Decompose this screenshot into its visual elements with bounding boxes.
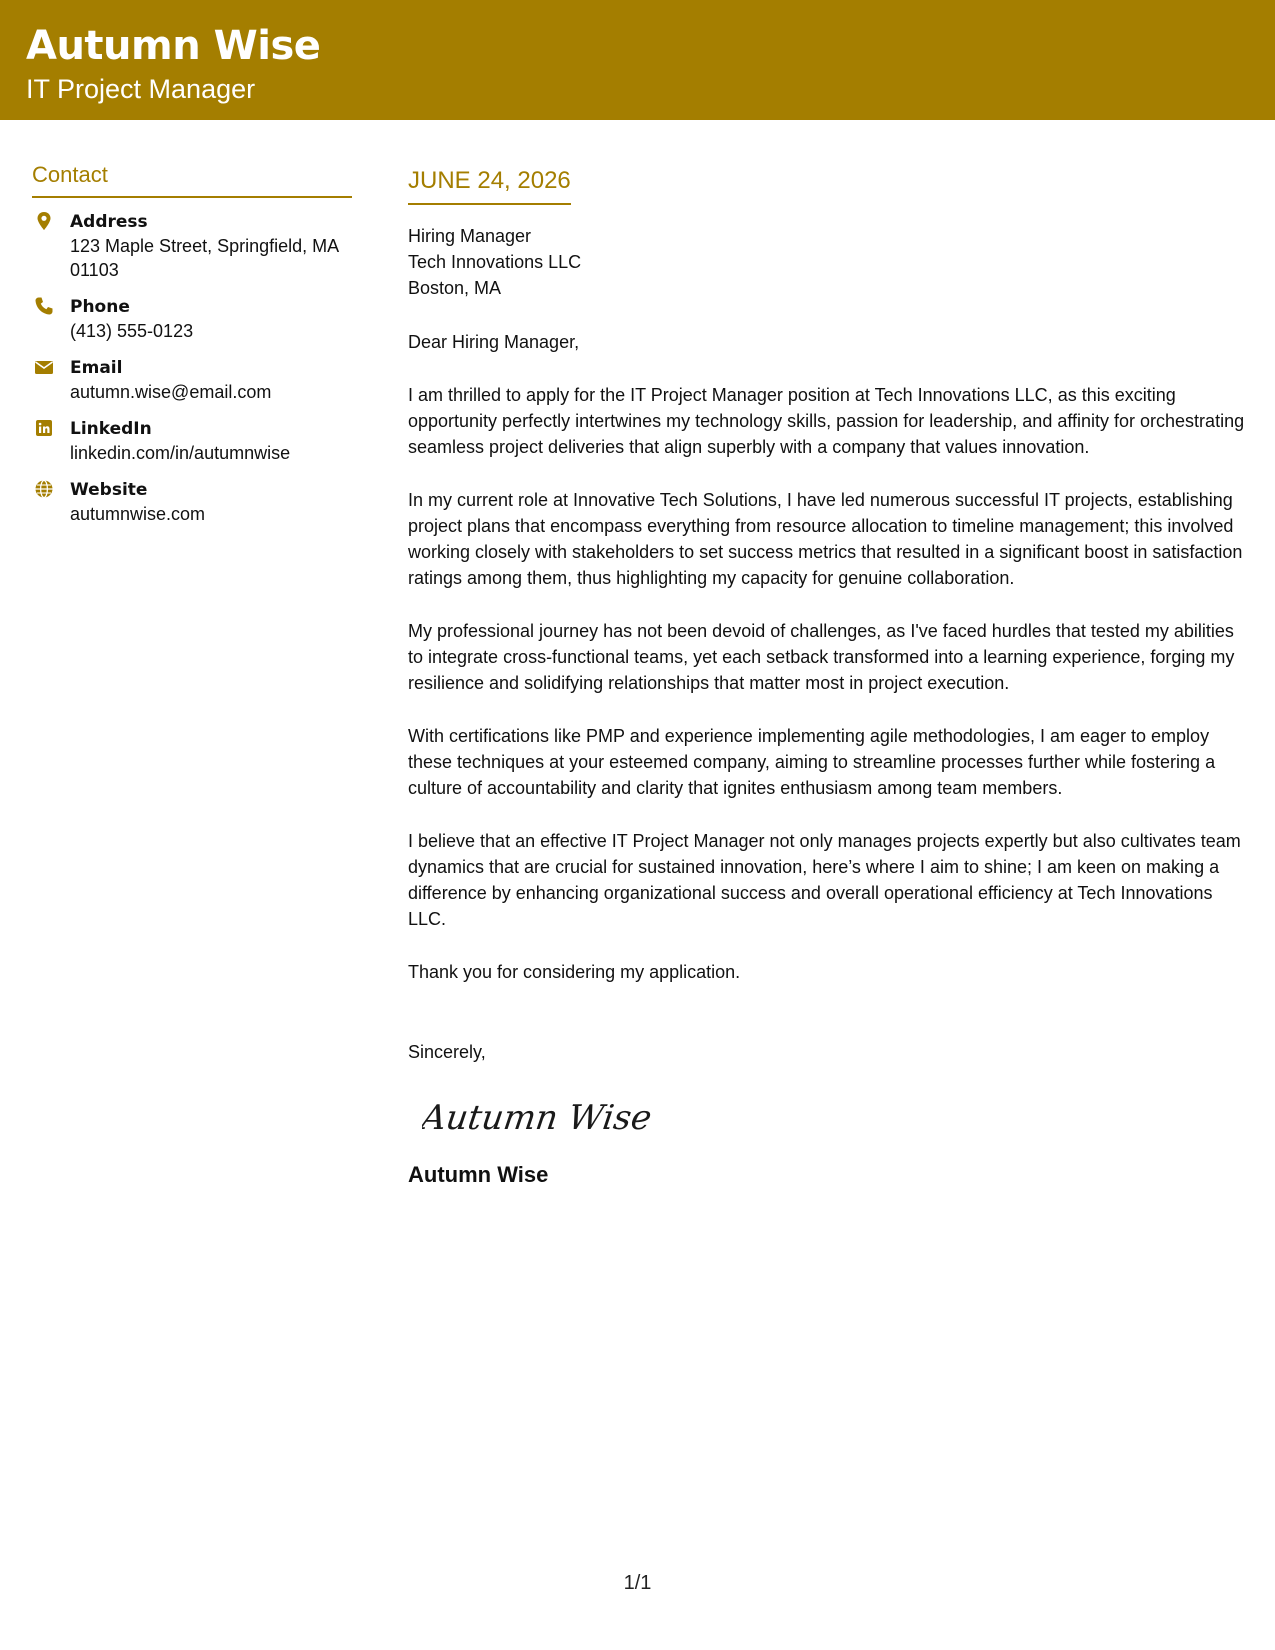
contact-item-website bbox=[32, 478, 352, 526]
contact-sidebar bbox=[32, 160, 352, 539]
contact-label: Phone bbox=[70, 297, 130, 317]
page-number: 1/1 bbox=[623, 1572, 652, 1594]
contact-value: autumn.wise@email.com bbox=[70, 382, 272, 402]
contact-label: Website bbox=[70, 480, 148, 500]
envelope-icon bbox=[34, 357, 54, 377]
contact-item-address bbox=[32, 210, 352, 282]
contact-item-linkedin bbox=[32, 417, 352, 465]
phone-icon bbox=[34, 296, 54, 316]
globe-icon bbox=[34, 479, 54, 499]
handwritten-signature bbox=[422, 1087, 1250, 1147]
contact-item-email bbox=[32, 356, 352, 404]
contact-value: (413) 555-0123 bbox=[70, 321, 194, 341]
closing: Sincerely, bbox=[408, 1042, 486, 1062]
contact-label: LinkedIn bbox=[70, 419, 152, 439]
applicant-name: Autumn Wise bbox=[26, 23, 321, 69]
contact-value: 123 Maple Street, Springfield, MA 01103 bbox=[70, 236, 339, 280]
contact-label: Email bbox=[70, 358, 123, 378]
letter-paragraph: In my current role at Innovative Tech Solutions, I have led numerous successful IT projects, establishing project plans that encompass everything from resource allocation to timeline management; this involved working closely with stakeholders to set success metrics that resulted in a significant boost in satisfaction ratings among them, thus highlighting my capacity for genuine collaboration. bbox=[408, 490, 1243, 588]
salutation: Dear Hiring Manager, bbox=[408, 332, 580, 352]
letter-paragraph: I am thrilled to apply for the IT Project Manager position at Tech Innovations LLC, as this exciting opportunity perfectly intertwines my technology skills, passion for leadership, and affinity for orchestrating seamless project deliveries that align superbly with a company that values innovation. bbox=[408, 385, 1245, 457]
recipient-location: Boston, MA bbox=[408, 278, 502, 298]
letter-paragraph: With certifications like PMP and experience implementing agile methodologies, I am eager to employ these techniques at your esteemed company, aiming to streamline processes further while fostering a culture of accountability and clarity that ignites enthusiasm among team members. bbox=[408, 726, 1216, 798]
letter-date: JUNE 24, 2026 bbox=[408, 165, 571, 205]
header-banner bbox=[0, 0, 1275, 120]
signature-text: Autumn Wise bbox=[422, 1098, 655, 1138]
letter-body bbox=[408, 165, 1250, 1189]
contact-value: autumnwise.com bbox=[70, 504, 206, 524]
contact-label: Address bbox=[70, 212, 148, 232]
letter-paragraph: My professional journey has not been devoid of challenges, as I've faced hurdles that tested my abilities to integrate cross-functional teams, yet each setback transformed into a learning experience, forging my resilience and solidifying relationships that matter most in project execution. bbox=[408, 621, 1235, 693]
contact-heading: Contact bbox=[32, 160, 352, 198]
contact-list bbox=[32, 210, 352, 526]
recipient-company: Tech Innovations LLC bbox=[408, 252, 582, 272]
contact-value: linkedin.com/in/autumnwise bbox=[70, 443, 291, 463]
contact-item-phone bbox=[32, 295, 352, 343]
map-pin-icon bbox=[34, 211, 54, 231]
recipient-block bbox=[408, 223, 1250, 301]
recipient-title: Hiring Manager bbox=[408, 226, 532, 246]
letter-paragraph: Thank you for considering my application. bbox=[408, 962, 741, 982]
signer-name: Autumn Wise bbox=[408, 1162, 549, 1187]
letter-paragraph: I believe that an effective IT Project Manager not only manages projects expertly but also cultivates team dynamics that are crucial for sustained innovation, here’s where I aim to shine; I am keen on making a difference by enhancing organizational success and overall operational efficiency at Tech Innovations LLC. bbox=[408, 831, 1241, 929]
linkedin-icon bbox=[34, 418, 54, 438]
applicant-role: IT Project Manager bbox=[26, 74, 256, 104]
